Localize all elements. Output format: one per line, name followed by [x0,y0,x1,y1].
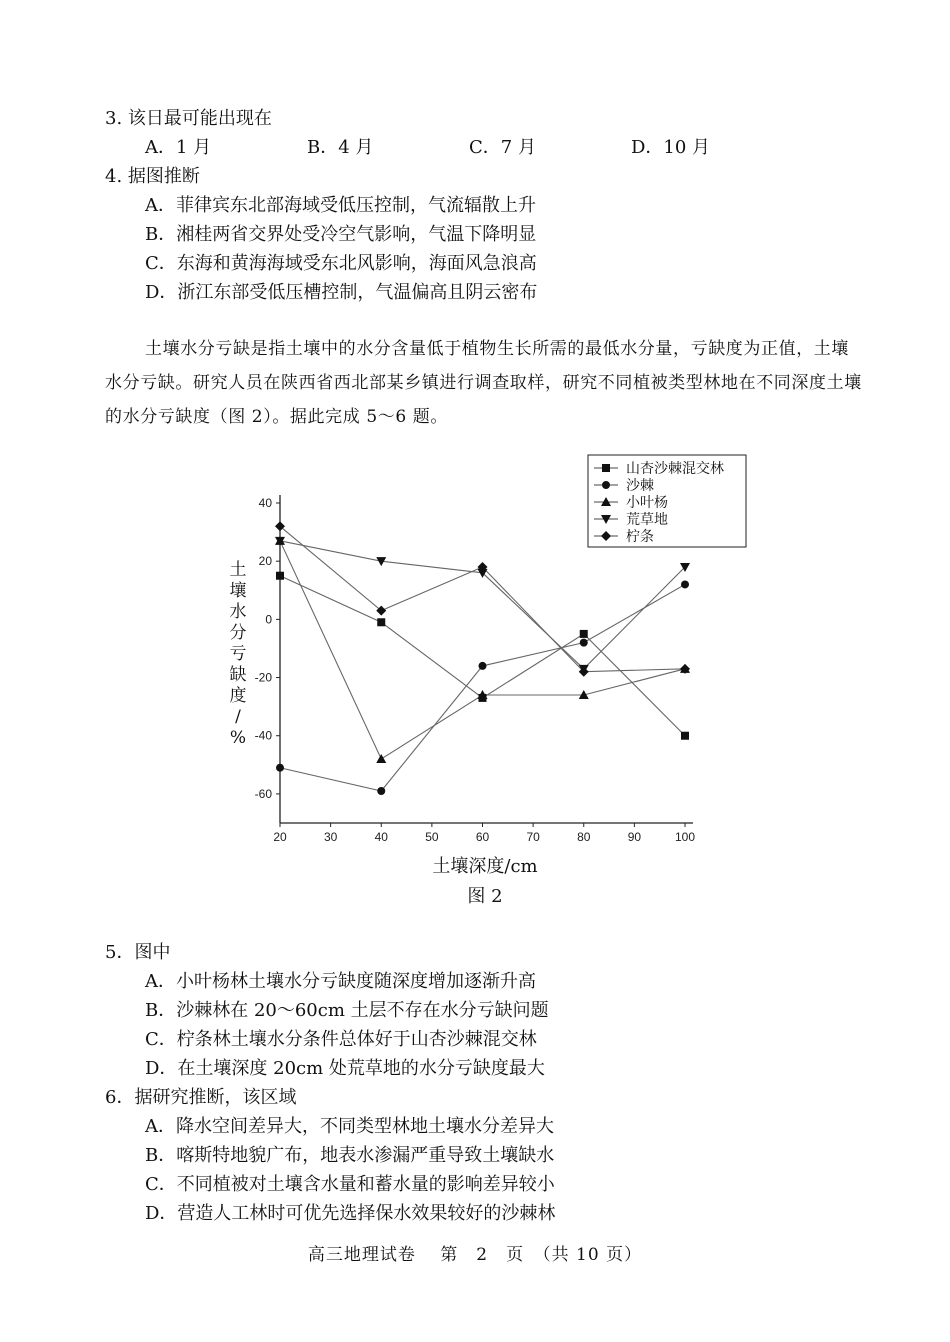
data-point [479,662,487,670]
x-tick-label: 100 [674,830,696,844]
q3-option-b: B．4 月 [307,137,374,158]
page-footer: 高三地理试卷 第 2 页 （共 10 页） [307,1245,643,1265]
x-tick-label: 30 [323,830,338,844]
x-tick-label: 40 [374,830,388,844]
y-tick-label: -60 [254,786,272,801]
data-point [377,787,385,795]
q5-stem: 5．图中 [105,942,171,963]
legend-label: 柠条 [626,529,654,545]
q3-stem: 3. 该日最可能出现在 [105,108,272,129]
q4-option-a: A．菲律宾东北部海域受低压控制，气流辐散上升 [145,195,536,216]
q6-option-a: A．降水空间差异大，不同类型林地土壤水分差异大 [145,1116,554,1137]
x-tick-label: 70 [526,830,540,844]
q6-option-d: D．营造人工林时可优先选择保水效果较好的沙棘林 [145,1203,556,1224]
x-tick-label: 60 [475,830,490,844]
legend-label: 荒草地 [626,512,668,528]
y-tick-label: 0 [265,612,272,627]
y-tick-label: -20 [254,670,272,685]
q4-stem: 4. 据图推断 [105,166,200,187]
q6-option-c: C．不同植被对土壤含水量和蓄水量的影响差异较小 [145,1174,555,1195]
legend-marker [602,464,610,472]
data-point [681,580,689,588]
x-tick-label: 80 [577,830,591,844]
data-point [276,572,284,580]
q5-option-a: A．小叶杨林土壤水分亏缺度随深度增加逐渐升高 [145,971,536,992]
q4-option-d: D．浙江东部受低压槽控制，气温偏高且阴云密布 [145,282,538,303]
q3-option-c: C．7 月 [469,137,536,158]
q3-option-d: D．10 月 [631,137,711,158]
x-tick-label: 90 [627,830,642,844]
q5-option-d: D．在土壤深度 20cm 处荒草地的水分亏缺度最大 [145,1058,545,1079]
q6-stem: 6．据研究推断，该区域 [105,1087,297,1108]
y-axis-label: 土壤水分亏缺度/ % [229,560,247,748]
q5-option-b: B．沙棘林在 20～60cm 土层不存在水分亏缺问题 [145,1000,549,1021]
q3-option-a: A．1 月 [145,137,212,158]
legend-marker [602,481,610,489]
x-tick-label: 50 [425,830,439,844]
x-axis-label: 土壤深度/cm [432,856,538,877]
q4-option-c: C．东海和黄海海域受东北风影响，海面风急浪高 [145,253,537,274]
data-point [580,639,588,647]
intro-paragraph: 土壤水分亏缺是指土壤中的水分含量低于植物生长所需的最低水分量，亏缺度为正值，土壤水分亏缺。研究人员在陕西省西北部某乡镇进行调查取样，研究不同植被类型林地在不同深度土壤的水分亏缺度（图 2）。据此完成 5～6 题。 [105,339,862,427]
data-point [377,618,385,626]
figure-caption: 图 2 [467,886,503,907]
data-point [580,630,588,638]
data-point [681,732,689,740]
x-tick-label: 20 [273,830,287,844]
y-tick-label: -40 [254,728,272,743]
legend-label: 沙棘 [626,478,654,494]
q4-option-b: B．湘桂两省交界处受冷空气影响，气温下降明显 [145,224,537,245]
q5-option-c: C．柠条林土壤水分条件总体好于山杏沙棘混交林 [145,1029,537,1050]
data-point [276,764,284,772]
q6-option-b: B．喀斯特地貌广布，地表水渗漏严重导致土壤缺水 [145,1145,555,1166]
y-tick-label: 20 [258,554,272,569]
legend-label: 山杏沙棘混交林 [626,461,724,477]
soil-moisture-chart [220,445,760,865]
chart-legend [588,455,746,547]
legend-label: 小叶杨 [626,495,668,511]
y-tick-label: 40 [258,496,272,510]
